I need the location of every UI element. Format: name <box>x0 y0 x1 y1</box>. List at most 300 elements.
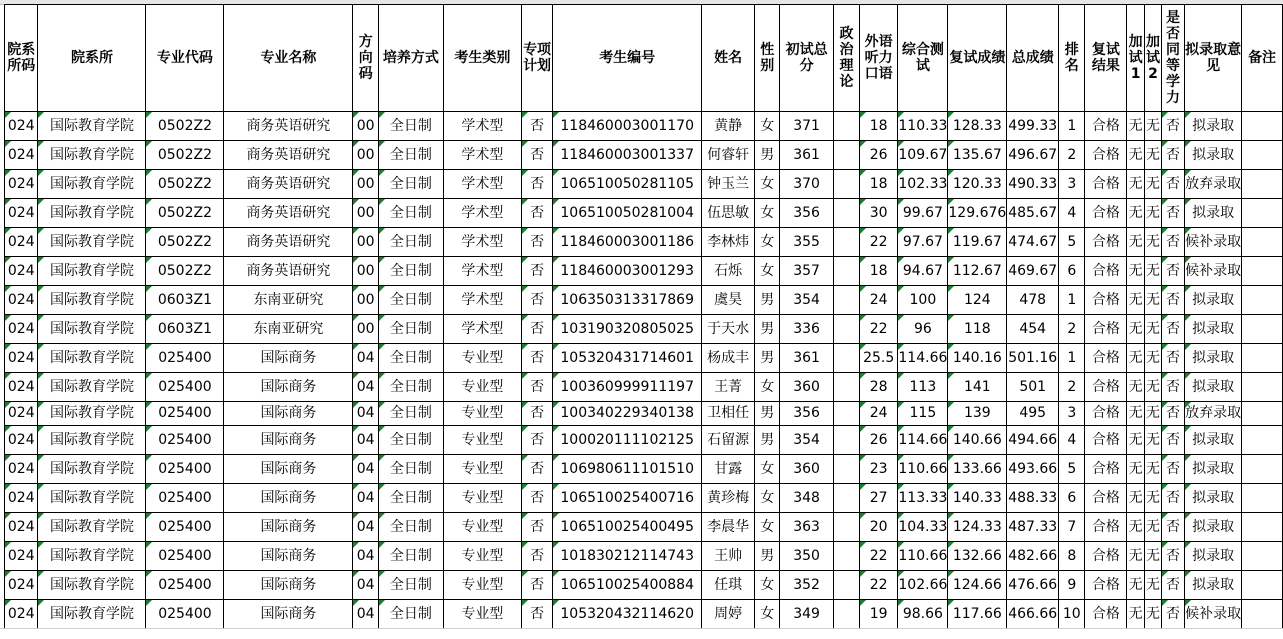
cell-listening-speaking[interactable]: 24 <box>859 286 897 315</box>
cell-remarks[interactable] <box>1242 141 1283 170</box>
cell-prelim-score[interactable]: 349 <box>780 600 834 629</box>
cell-major-name[interactable]: 商务英语研究 <box>224 112 353 141</box>
cell-special-plan[interactable]: 否 <box>521 228 553 257</box>
cell-gender[interactable]: 女 <box>755 199 780 228</box>
cell-candidate-type[interactable]: 专业型 <box>443 426 521 455</box>
cell-gender[interactable]: 女 <box>755 257 780 286</box>
cell-gender[interactable]: 女 <box>755 455 780 484</box>
cell-dept-name[interactable]: 国际教育学院 <box>38 484 146 513</box>
header-name[interactable]: 姓名 <box>702 5 755 112</box>
cell-major-name[interactable]: 商务英语研究 <box>224 199 353 228</box>
cell-major-name[interactable]: 国际商务 <box>224 402 353 426</box>
cell-remarks[interactable] <box>1242 571 1283 600</box>
cell-candidate-id[interactable]: 101830212114743 <box>553 542 702 571</box>
cell-dept-name[interactable]: 国际教育学院 <box>38 513 146 542</box>
cell-total-score[interactable]: 496.67 <box>1007 141 1059 170</box>
cell-name[interactable]: 甘露 <box>702 455 755 484</box>
cell-dept-code[interactable]: 024 <box>5 426 38 455</box>
cell-name[interactable]: 周婷 <box>702 600 755 629</box>
cell-candidate-type[interactable]: 专业型 <box>443 513 521 542</box>
cell-candidate-type[interactable]: 学术型 <box>443 286 521 315</box>
header-major-name[interactable]: 专业名称 <box>224 5 353 112</box>
cell-politics[interactable] <box>833 286 859 315</box>
cell-equivalent-degree[interactable]: 否 <box>1161 542 1184 571</box>
cell-special-plan[interactable]: 否 <box>521 286 553 315</box>
cell-rank[interactable]: 3 <box>1059 170 1085 199</box>
cell-comprehensive-test[interactable]: 104.33 <box>898 513 948 542</box>
cell-retest-score[interactable]: 129.676 <box>948 199 1007 228</box>
cell-candidate-id[interactable]: 106510050281105 <box>553 170 702 199</box>
cell-retest-score[interactable]: 117.66 <box>948 600 1007 629</box>
cell-prelim-score[interactable]: 360 <box>780 373 834 402</box>
cell-politics[interactable] <box>833 513 859 542</box>
cell-retest-result[interactable]: 合格 <box>1085 141 1127 170</box>
cell-rank[interactable]: 6 <box>1059 484 1085 513</box>
cell-total-score[interactable]: 487.33 <box>1007 513 1059 542</box>
cell-equivalent-degree[interactable]: 否 <box>1161 315 1184 344</box>
cell-special-plan[interactable]: 否 <box>521 571 553 600</box>
cell-extra-test-2[interactable]: 无 <box>1145 228 1162 257</box>
cell-retest-result[interactable]: 合格 <box>1085 228 1127 257</box>
cell-major-code[interactable]: 025400 <box>146 426 224 455</box>
cell-equivalent-degree[interactable]: 否 <box>1161 426 1184 455</box>
cell-retest-result[interactable]: 合格 <box>1085 315 1127 344</box>
cell-retest-score[interactable]: 140.66 <box>948 426 1007 455</box>
cell-special-plan[interactable]: 否 <box>521 373 553 402</box>
cell-major-name[interactable]: 商务英语研究 <box>224 141 353 170</box>
cell-dept-code[interactable]: 024 <box>5 344 38 373</box>
cell-retest-result[interactable]: 合格 <box>1085 286 1127 315</box>
cell-politics[interactable] <box>833 112 859 141</box>
cell-direction-code[interactable]: 04 <box>353 600 378 629</box>
cell-prelim-score[interactable]: 356 <box>780 199 834 228</box>
cell-name[interactable]: 王菁 <box>702 373 755 402</box>
cell-dept-name[interactable]: 国际教育学院 <box>38 571 146 600</box>
cell-major-name[interactable]: 国际商务 <box>224 455 353 484</box>
cell-major-code[interactable]: 025400 <box>146 455 224 484</box>
cell-admission-opinion[interactable]: 候补录取 <box>1185 600 1242 629</box>
cell-extra-test-1[interactable]: 无 <box>1127 455 1145 484</box>
cell-candidate-type[interactable]: 专业型 <box>443 484 521 513</box>
cell-name[interactable]: 于天水 <box>702 315 755 344</box>
cell-equivalent-degree[interactable]: 否 <box>1161 228 1184 257</box>
cell-major-name[interactable]: 国际商务 <box>224 542 353 571</box>
cell-major-code[interactable]: 025400 <box>146 373 224 402</box>
cell-politics[interactable] <box>833 373 859 402</box>
cell-candidate-type[interactable]: 专业型 <box>443 571 521 600</box>
cell-remarks[interactable] <box>1242 286 1283 315</box>
cell-name[interactable]: 黄静 <box>702 112 755 141</box>
cell-listening-speaking[interactable]: 20 <box>859 513 897 542</box>
cell-direction-code[interactable]: 04 <box>353 571 378 600</box>
cell-extra-test-1[interactable]: 无 <box>1127 600 1145 629</box>
cell-major-name[interactable]: 国际商务 <box>224 426 353 455</box>
cell-prelim-score[interactable]: 350 <box>780 542 834 571</box>
cell-politics[interactable] <box>833 571 859 600</box>
cell-special-plan[interactable]: 否 <box>521 402 553 426</box>
cell-major-code[interactable]: 0603Z1 <box>146 286 224 315</box>
cell-name[interactable]: 李林炜 <box>702 228 755 257</box>
cell-retest-score[interactable]: 140.16 <box>948 344 1007 373</box>
cell-admission-opinion[interactable]: 拟录取 <box>1185 112 1242 141</box>
cell-major-name[interactable]: 国际商务 <box>224 571 353 600</box>
header-retest-score[interactable]: 复试成绩 <box>948 5 1007 112</box>
cell-major-code[interactable]: 025400 <box>146 571 224 600</box>
cell-listening-speaking[interactable]: 22 <box>859 315 897 344</box>
cell-admission-opinion[interactable]: 拟录取 <box>1185 484 1242 513</box>
cell-comprehensive-test[interactable]: 102.33 <box>898 170 948 199</box>
cell-comprehensive-test[interactable]: 100 <box>898 286 948 315</box>
cell-listening-speaking[interactable]: 28 <box>859 373 897 402</box>
cell-candidate-id[interactable]: 103190320805025 <box>553 315 702 344</box>
cell-direction-code[interactable]: 04 <box>353 402 378 426</box>
cell-extra-test-2[interactable]: 无 <box>1145 141 1162 170</box>
cell-prelim-score[interactable]: 356 <box>780 402 834 426</box>
cell-comprehensive-test[interactable]: 110.66 <box>898 455 948 484</box>
cell-dept-code[interactable]: 024 <box>5 484 38 513</box>
header-retest-result[interactable]: 复试结果 <box>1085 5 1127 112</box>
cell-dept-name[interactable]: 国际教育学院 <box>38 373 146 402</box>
cell-study-mode[interactable]: 全日制 <box>378 513 443 542</box>
cell-remarks[interactable] <box>1242 513 1283 542</box>
cell-major-code[interactable]: 0502Z2 <box>146 228 224 257</box>
header-dept-code[interactable]: 院系所码 <box>5 5 38 112</box>
cell-gender[interactable]: 女 <box>755 112 780 141</box>
header-extra-test-1[interactable]: 加试1 <box>1127 5 1145 112</box>
cell-dept-name[interactable]: 国际教育学院 <box>38 344 146 373</box>
header-extra-test-2[interactable]: 加试2 <box>1145 5 1162 112</box>
cell-listening-speaking[interactable]: 22 <box>859 228 897 257</box>
cell-total-score[interactable]: 476.66 <box>1007 571 1059 600</box>
cell-retest-score[interactable]: 119.67 <box>948 228 1007 257</box>
cell-extra-test-2[interactable]: 无 <box>1145 426 1162 455</box>
cell-retest-result[interactable]: 合格 <box>1085 484 1127 513</box>
cell-listening-speaking[interactable]: 18 <box>859 257 897 286</box>
cell-study-mode[interactable]: 全日制 <box>378 600 443 629</box>
cell-extra-test-2[interactable]: 无 <box>1145 600 1162 629</box>
header-equivalent-degree[interactable]: 是否同等学力 <box>1161 5 1184 112</box>
cell-extra-test-1[interactable]: 无 <box>1127 112 1145 141</box>
cell-extra-test-2[interactable]: 无 <box>1145 257 1162 286</box>
cell-politics[interactable] <box>833 542 859 571</box>
cell-name[interactable]: 虞昊 <box>702 286 755 315</box>
cell-listening-speaking[interactable]: 22 <box>859 542 897 571</box>
cell-rank[interactable]: 5 <box>1059 228 1085 257</box>
cell-comprehensive-test[interactable]: 113.33 <box>898 484 948 513</box>
cell-major-code[interactable]: 0502Z2 <box>146 112 224 141</box>
cell-retest-score[interactable]: 124.66 <box>948 571 1007 600</box>
cell-direction-code[interactable]: 04 <box>353 426 378 455</box>
cell-total-score[interactable]: 485.67 <box>1007 199 1059 228</box>
cell-admission-opinion[interactable]: 拟录取 <box>1185 141 1242 170</box>
cell-extra-test-1[interactable]: 无 <box>1127 344 1145 373</box>
cell-retest-result[interactable]: 合格 <box>1085 257 1127 286</box>
cell-dept-code[interactable]: 024 <box>5 257 38 286</box>
cell-major-name[interactable]: 商务英语研究 <box>224 228 353 257</box>
cell-total-score[interactable]: 494.66 <box>1007 426 1059 455</box>
cell-retest-score[interactable]: 112.67 <box>948 257 1007 286</box>
cell-comprehensive-test[interactable]: 96 <box>898 315 948 344</box>
cell-major-code[interactable]: 025400 <box>146 402 224 426</box>
cell-candidate-type[interactable]: 学术型 <box>443 112 521 141</box>
cell-admission-opinion[interactable]: 拟录取 <box>1185 199 1242 228</box>
cell-dept-code[interactable]: 024 <box>5 286 38 315</box>
cell-direction-code[interactable]: 00 <box>353 199 378 228</box>
cell-dept-code[interactable]: 024 <box>5 170 38 199</box>
cell-dept-code[interactable]: 024 <box>5 141 38 170</box>
cell-extra-test-2[interactable]: 无 <box>1145 455 1162 484</box>
cell-extra-test-2[interactable]: 无 <box>1145 344 1162 373</box>
cell-name[interactable]: 杨成丰 <box>702 344 755 373</box>
cell-dept-code[interactable]: 024 <box>5 542 38 571</box>
cell-rank[interactable]: 4 <box>1059 199 1085 228</box>
cell-candidate-type[interactable]: 专业型 <box>443 373 521 402</box>
cell-special-plan[interactable]: 否 <box>521 257 553 286</box>
cell-direction-code[interactable]: 04 <box>353 455 378 484</box>
cell-study-mode[interactable]: 全日制 <box>378 315 443 344</box>
cell-study-mode[interactable]: 全日制 <box>378 542 443 571</box>
cell-admission-opinion[interactable]: 放弃录取 <box>1185 402 1242 426</box>
cell-dept-code[interactable]: 024 <box>5 571 38 600</box>
cell-dept-code[interactable]: 024 <box>5 455 38 484</box>
cell-rank[interactable]: 2 <box>1059 141 1085 170</box>
cell-comprehensive-test[interactable]: 110.33 <box>898 112 948 141</box>
cell-dept-code[interactable]: 024 <box>5 315 38 344</box>
cell-dept-code[interactable]: 024 <box>5 228 38 257</box>
cell-remarks[interactable] <box>1242 542 1283 571</box>
header-special-plan[interactable]: 专项计划 <box>521 5 553 112</box>
cell-equivalent-degree[interactable]: 否 <box>1161 141 1184 170</box>
cell-total-score[interactable]: 474.67 <box>1007 228 1059 257</box>
cell-study-mode[interactable]: 全日制 <box>378 141 443 170</box>
cell-comprehensive-test[interactable]: 98.66 <box>898 600 948 629</box>
cell-total-score[interactable]: 501 <box>1007 373 1059 402</box>
cell-name[interactable]: 伍思敏 <box>702 199 755 228</box>
cell-gender[interactable]: 男 <box>755 426 780 455</box>
cell-retest-score[interactable]: 132.66 <box>948 542 1007 571</box>
cell-major-name[interactable]: 国际商务 <box>224 373 353 402</box>
cell-prelim-score[interactable]: 370 <box>780 170 834 199</box>
cell-dept-name[interactable]: 国际教育学院 <box>38 170 146 199</box>
cell-comprehensive-test[interactable]: 97.67 <box>898 228 948 257</box>
cell-retest-score[interactable]: 124 <box>948 286 1007 315</box>
cell-candidate-id[interactable]: 106980611101510 <box>553 455 702 484</box>
cell-candidate-type[interactable]: 专业型 <box>443 402 521 426</box>
cell-listening-speaking[interactable]: 24 <box>859 402 897 426</box>
cell-politics[interactable] <box>833 484 859 513</box>
cell-prelim-score[interactable]: 360 <box>780 455 834 484</box>
cell-candidate-id[interactable]: 118460003001293 <box>553 257 702 286</box>
cell-special-plan[interactable]: 否 <box>521 112 553 141</box>
cell-retest-score[interactable]: 128.33 <box>948 112 1007 141</box>
cell-extra-test-1[interactable]: 无 <box>1127 542 1145 571</box>
cell-gender[interactable]: 男 <box>755 315 780 344</box>
cell-special-plan[interactable]: 否 <box>521 484 553 513</box>
cell-study-mode[interactable]: 全日制 <box>378 455 443 484</box>
cell-name[interactable]: 任琪 <box>702 571 755 600</box>
cell-retest-result[interactable]: 合格 <box>1085 344 1127 373</box>
cell-remarks[interactable] <box>1242 402 1283 426</box>
cell-equivalent-degree[interactable]: 否 <box>1161 402 1184 426</box>
cell-politics[interactable] <box>833 600 859 629</box>
cell-candidate-type[interactable]: 专业型 <box>443 542 521 571</box>
cell-extra-test-2[interactable]: 无 <box>1145 199 1162 228</box>
cell-remarks[interactable] <box>1242 600 1283 629</box>
cell-dept-name[interactable]: 国际教育学院 <box>38 112 146 141</box>
cell-extra-test-1[interactable]: 无 <box>1127 286 1145 315</box>
cell-extra-test-2[interactable]: 无 <box>1145 170 1162 199</box>
cell-remarks[interactable] <box>1242 426 1283 455</box>
cell-retest-score[interactable]: 118 <box>948 315 1007 344</box>
header-gender[interactable]: 性别 <box>755 5 780 112</box>
cell-prelim-score[interactable]: 352 <box>780 571 834 600</box>
cell-equivalent-degree[interactable]: 否 <box>1161 455 1184 484</box>
cell-special-plan[interactable]: 否 <box>521 513 553 542</box>
cell-candidate-type[interactable]: 学术型 <box>443 141 521 170</box>
cell-candidate-id[interactable]: 118460003001170 <box>553 112 702 141</box>
cell-name[interactable]: 李晨华 <box>702 513 755 542</box>
cell-extra-test-2[interactable]: 无 <box>1145 315 1162 344</box>
cell-gender[interactable]: 女 <box>755 228 780 257</box>
cell-politics[interactable] <box>833 257 859 286</box>
cell-candidate-type[interactable]: 学术型 <box>443 228 521 257</box>
cell-remarks[interactable] <box>1242 455 1283 484</box>
cell-dept-name[interactable]: 国际教育学院 <box>38 141 146 170</box>
cell-major-code[interactable]: 0502Z2 <box>146 199 224 228</box>
cell-retest-result[interactable]: 合格 <box>1085 426 1127 455</box>
cell-major-name[interactable]: 国际商务 <box>224 484 353 513</box>
cell-study-mode[interactable]: 全日制 <box>378 373 443 402</box>
cell-dept-name[interactable]: 国际教育学院 <box>38 600 146 629</box>
cell-listening-speaking[interactable]: 18 <box>859 170 897 199</box>
cell-special-plan[interactable]: 否 <box>521 600 553 629</box>
cell-rank[interactable]: 1 <box>1059 112 1085 141</box>
cell-comprehensive-test[interactable]: 114.66 <box>898 344 948 373</box>
cell-candidate-id[interactable]: 100020111102125 <box>553 426 702 455</box>
cell-dept-name[interactable]: 国际教育学院 <box>38 257 146 286</box>
cell-remarks[interactable] <box>1242 170 1283 199</box>
cell-rank[interactable]: 5 <box>1059 455 1085 484</box>
cell-direction-code[interactable]: 00 <box>353 112 378 141</box>
header-remarks[interactable]: 备注 <box>1242 5 1283 112</box>
cell-admission-opinion[interactable]: 拟录取 <box>1185 373 1242 402</box>
cell-listening-speaking[interactable]: 18 <box>859 112 897 141</box>
cell-extra-test-1[interactable]: 无 <box>1127 426 1145 455</box>
cell-candidate-id[interactable]: 106350313317869 <box>553 286 702 315</box>
cell-admission-opinion[interactable]: 拟录取 <box>1185 286 1242 315</box>
cell-admission-opinion[interactable]: 拟录取 <box>1185 513 1242 542</box>
cell-equivalent-degree[interactable]: 否 <box>1161 199 1184 228</box>
cell-total-score[interactable]: 490.33 <box>1007 170 1059 199</box>
cell-dept-code[interactable]: 024 <box>5 373 38 402</box>
header-study-mode[interactable]: 培养方式 <box>378 5 443 112</box>
cell-rank[interactable]: 9 <box>1059 571 1085 600</box>
cell-listening-speaking[interactable]: 30 <box>859 199 897 228</box>
cell-retest-result[interactable]: 合格 <box>1085 199 1127 228</box>
cell-politics[interactable] <box>833 344 859 373</box>
cell-study-mode[interactable]: 全日制 <box>378 112 443 141</box>
cell-retest-result[interactable]: 合格 <box>1085 571 1127 600</box>
cell-retest-result[interactable]: 合格 <box>1085 373 1127 402</box>
cell-listening-speaking[interactable]: 22 <box>859 571 897 600</box>
cell-remarks[interactable] <box>1242 484 1283 513</box>
cell-extra-test-2[interactable]: 无 <box>1145 542 1162 571</box>
cell-gender[interactable]: 女 <box>755 484 780 513</box>
cell-special-plan[interactable]: 否 <box>521 542 553 571</box>
cell-name[interactable]: 钟玉兰 <box>702 170 755 199</box>
cell-major-code[interactable]: 0502Z2 <box>146 170 224 199</box>
cell-retest-result[interactable]: 合格 <box>1085 170 1127 199</box>
cell-candidate-id[interactable]: 106510025400495 <box>553 513 702 542</box>
header-candidate-type[interactable]: 考生类别 <box>443 5 521 112</box>
cell-extra-test-1[interactable]: 无 <box>1127 571 1145 600</box>
cell-extra-test-1[interactable]: 无 <box>1127 257 1145 286</box>
cell-retest-score[interactable]: 135.67 <box>948 141 1007 170</box>
cell-candidate-type[interactable]: 学术型 <box>443 199 521 228</box>
cell-total-score[interactable]: 482.66 <box>1007 542 1059 571</box>
cell-remarks[interactable] <box>1242 112 1283 141</box>
cell-dept-code[interactable]: 024 <box>5 600 38 629</box>
header-listening-speaking[interactable]: 外语听力口语 <box>859 5 897 112</box>
cell-study-mode[interactable]: 全日制 <box>378 484 443 513</box>
cell-special-plan[interactable]: 否 <box>521 141 553 170</box>
cell-retest-score[interactable]: 124.33 <box>948 513 1007 542</box>
cell-extra-test-2[interactable]: 无 <box>1145 402 1162 426</box>
cell-special-plan[interactable]: 否 <box>521 315 553 344</box>
cell-study-mode[interactable]: 全日制 <box>378 228 443 257</box>
cell-politics[interactable] <box>833 402 859 426</box>
cell-major-name[interactable]: 商务英语研究 <box>224 257 353 286</box>
cell-gender[interactable]: 女 <box>755 373 780 402</box>
cell-major-code[interactable]: 025400 <box>146 513 224 542</box>
cell-politics[interactable] <box>833 315 859 344</box>
cell-comprehensive-test[interactable]: 99.67 <box>898 199 948 228</box>
cell-candidate-type[interactable]: 专业型 <box>443 455 521 484</box>
header-total-score[interactable]: 总成绩 <box>1007 5 1059 112</box>
cell-major-name[interactable]: 东南亚研究 <box>224 286 353 315</box>
cell-retest-score[interactable]: 140.33 <box>948 484 1007 513</box>
cell-study-mode[interactable]: 全日制 <box>378 402 443 426</box>
cell-extra-test-2[interactable]: 无 <box>1145 571 1162 600</box>
cell-admission-opinion[interactable]: 放弃录取 <box>1185 170 1242 199</box>
cell-retest-result[interactable]: 合格 <box>1085 112 1127 141</box>
cell-politics[interactable] <box>833 170 859 199</box>
cell-candidate-id[interactable]: 106510050281004 <box>553 199 702 228</box>
header-prelim-score[interactable]: 初试总分 <box>780 5 834 112</box>
cell-admission-opinion[interactable]: 拟录取 <box>1185 344 1242 373</box>
cell-dept-name[interactable]: 国际教育学院 <box>38 426 146 455</box>
cell-dept-name[interactable]: 国际教育学院 <box>38 228 146 257</box>
cell-listening-speaking[interactable]: 23 <box>859 455 897 484</box>
cell-special-plan[interactable]: 否 <box>521 170 553 199</box>
cell-special-plan[interactable]: 否 <box>521 199 553 228</box>
cell-admission-opinion[interactable]: 候补录取 <box>1185 228 1242 257</box>
cell-direction-code[interactable]: 00 <box>353 170 378 199</box>
cell-retest-result[interactable]: 合格 <box>1085 402 1127 426</box>
cell-major-name[interactable]: 国际商务 <box>224 600 353 629</box>
cell-name[interactable]: 黄珍梅 <box>702 484 755 513</box>
cell-gender[interactable]: 男 <box>755 402 780 426</box>
cell-extra-test-1[interactable]: 无 <box>1127 484 1145 513</box>
cell-extra-test-1[interactable]: 无 <box>1127 228 1145 257</box>
cell-study-mode[interactable]: 全日制 <box>378 344 443 373</box>
cell-gender[interactable]: 男 <box>755 286 780 315</box>
cell-comprehensive-test[interactable]: 109.67 <box>898 141 948 170</box>
cell-direction-code[interactable]: 00 <box>353 141 378 170</box>
cell-comprehensive-test[interactable]: 114.66 <box>898 426 948 455</box>
cell-major-code[interactable]: 0502Z2 <box>146 141 224 170</box>
cell-name[interactable]: 何睿轩 <box>702 141 755 170</box>
